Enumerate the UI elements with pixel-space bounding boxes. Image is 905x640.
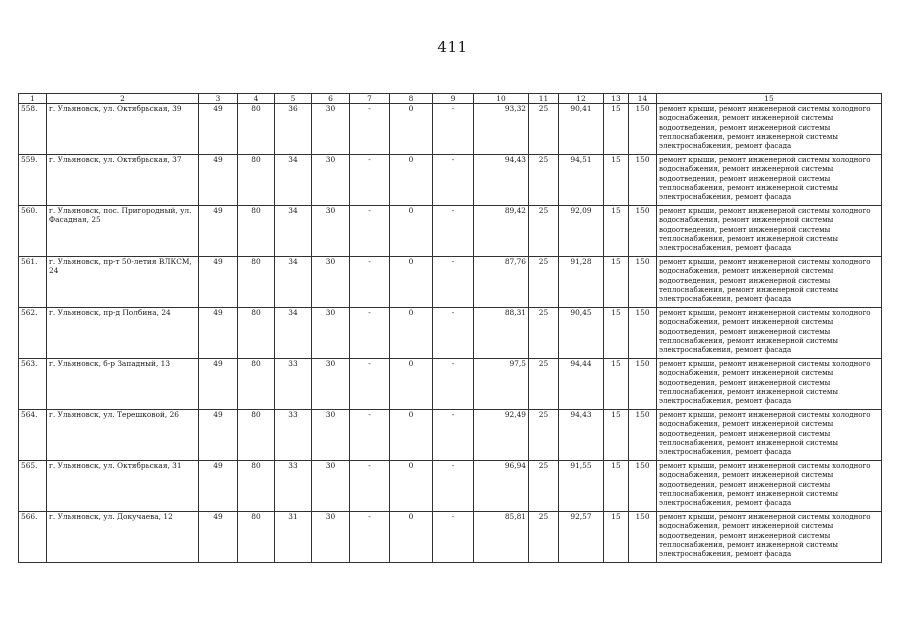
table-cell: - (433, 359, 474, 410)
header-cell: 5 (275, 94, 312, 104)
table-cell: 150 (629, 104, 657, 155)
table-cell: 87,76 (474, 257, 529, 308)
table-cell: 15 (604, 155, 629, 206)
table-cell: 150 (629, 410, 657, 461)
table-cell: 150 (629, 155, 657, 206)
table-cell: 97,5 (474, 359, 529, 410)
header-cell: 4 (238, 94, 275, 104)
table-cell: 94,44 (559, 359, 604, 410)
table-cell: 25 (529, 461, 559, 512)
works-description-cell: ремонт крыши, ремонт инженерной системы холодного водоснабжения, ремонт инженерной системы водоотведения, ремонт инженерной системы теплоснабжения, ремонт инженерной системы электроснабжения, ремонт фасада (657, 257, 882, 308)
table-cell: 25 (529, 155, 559, 206)
table-cell: - (350, 461, 390, 512)
address-cell: г. Ульяновск, ул. Терешковой, 26 (47, 410, 199, 461)
header-cell: 12 (559, 94, 604, 104)
table-row (19, 308, 882, 359)
header-row (19, 94, 882, 104)
table-cell: - (433, 512, 474, 563)
table-cell: 49 (199, 206, 238, 257)
table-cell: 89,42 (474, 206, 529, 257)
table-cell: 0 (390, 104, 433, 155)
table-cell: 34 (275, 257, 312, 308)
works-description-cell: ремонт крыши, ремонт инженерной системы холодного водоснабжения, ремонт инженерной системы водоотведения, ремонт инженерной системы теплоснабжения, ремонт инженерной системы электроснабжения, ремонт фасада (657, 206, 882, 257)
table-cell: 80 (238, 308, 275, 359)
table-cell: - (350, 308, 390, 359)
table-row (19, 206, 882, 257)
table-row (19, 512, 882, 563)
table-cell: - (433, 410, 474, 461)
table-cell: - (433, 155, 474, 206)
row-number: 561. (19, 257, 47, 308)
table-cell: 15 (604, 461, 629, 512)
row-number: 563. (19, 359, 47, 410)
works-description-cell: ремонт крыши, ремонт инженерной системы холодного водоснабжения, ремонт инженерной системы водоотведения, ремонт инженерной системы теплоснабжения, ремонт инженерной системы электроснабжения, ремонт фасада (657, 308, 882, 359)
table-cell: 150 (629, 206, 657, 257)
header-cell: 3 (199, 94, 238, 104)
table-cell: 30 (312, 410, 350, 461)
address-cell: г. Ульяновск, ул. Докучаева, 12 (47, 512, 199, 563)
table-cell: 34 (275, 308, 312, 359)
table-cell: 90,45 (559, 308, 604, 359)
table-cell: 49 (199, 461, 238, 512)
table-cell: 30 (312, 461, 350, 512)
table-cell: 15 (604, 359, 629, 410)
table-cell: 96,94 (474, 461, 529, 512)
table-cell: 25 (529, 206, 559, 257)
works-description-cell: ремонт крыши, ремонт инженерной системы холодного водоснабжения, ремонт инженерной системы водоотведения, ремонт инженерной системы теплоснабжения, ремонт инженерной системы электроснабжения, ремонт фасада (657, 410, 882, 461)
table-cell: 150 (629, 461, 657, 512)
address-cell: г. Ульяновск, пр-т 50-летия ВЛКСМ, 24 (47, 257, 199, 308)
table-cell: 92,49 (474, 410, 529, 461)
works-description-cell: ремонт крыши, ремонт инженерной системы холодного водоснабжения, ремонт инженерной системы водоотведения, ремонт инженерной системы теплоснабжения, ремонт инженерной системы электроснабжения, ремонт фасада (657, 461, 882, 512)
repair-program-table (18, 93, 882, 563)
table-row (19, 359, 882, 410)
table-row (19, 461, 882, 512)
table-cell: 30 (312, 155, 350, 206)
table-cell: 25 (529, 359, 559, 410)
table-cell: 0 (390, 410, 433, 461)
table-cell: 30 (312, 359, 350, 410)
table-cell: 0 (390, 359, 433, 410)
table-cell: - (350, 206, 390, 257)
table-cell: - (350, 104, 390, 155)
table-cell: 33 (275, 461, 312, 512)
table-cell: 94,43 (559, 410, 604, 461)
table-cell: 30 (312, 512, 350, 563)
table-cell: - (350, 410, 390, 461)
table-cell: 25 (529, 104, 559, 155)
header-cell: 9 (433, 94, 474, 104)
table-cell: - (433, 461, 474, 512)
table-cell: 15 (604, 512, 629, 563)
table-cell: - (350, 359, 390, 410)
table-cell: 36 (275, 104, 312, 155)
header-cell: 6 (312, 94, 350, 104)
header-cell: 2 (47, 94, 199, 104)
table-cell: 92,09 (559, 206, 604, 257)
header-cell: 13 (604, 94, 629, 104)
table-cell: 15 (604, 308, 629, 359)
address-cell: г. Ульяновск, ул. Октябрьская, 31 (47, 461, 199, 512)
table-cell: 0 (390, 155, 433, 206)
table-cell: 80 (238, 104, 275, 155)
table-cell: 49 (199, 410, 238, 461)
table-cell: 150 (629, 257, 657, 308)
table-row (19, 410, 882, 461)
table-cell: 33 (275, 410, 312, 461)
table-cell: 0 (390, 257, 433, 308)
table-cell: 91,28 (559, 257, 604, 308)
table-cell: 30 (312, 257, 350, 308)
address-cell: г. Ульяновск, б-р Западный, 13 (47, 359, 199, 410)
table-cell: 15 (604, 206, 629, 257)
row-number: 559. (19, 155, 47, 206)
table-cell: 80 (238, 512, 275, 563)
table-cell: 25 (529, 308, 559, 359)
table-cell: 49 (199, 308, 238, 359)
table-cell: 34 (275, 206, 312, 257)
header-cell: 15 (657, 94, 882, 104)
table-cell: 93,32 (474, 104, 529, 155)
table-cell: 80 (238, 257, 275, 308)
table-cell: 0 (390, 512, 433, 563)
header-cell: 10 (474, 94, 529, 104)
works-description-cell: ремонт крыши, ремонт инженерной системы холодного водоснабжения, ремонт инженерной системы водоотведения, ремонт инженерной системы теплоснабжения, ремонт инженерной системы электроснабжения, ремонт фасада (657, 155, 882, 206)
table-cell: 150 (629, 512, 657, 563)
address-cell: г. Ульяновск, пр-д Полбина, 24 (47, 308, 199, 359)
table-cell: 92,57 (559, 512, 604, 563)
table-cell: 49 (199, 257, 238, 308)
works-description-cell: ремонт крыши, ремонт инженерной системы холодного водоснабжения, ремонт инженерной системы водоотведения, ремонт инженерной системы теплоснабжения, ремонт инженерной системы электроснабжения, ремонт фасада (657, 512, 882, 563)
table-cell: - (350, 512, 390, 563)
row-number: 564. (19, 410, 47, 461)
table-cell: 15 (604, 257, 629, 308)
table-cell: - (350, 257, 390, 308)
table-cell: 49 (199, 512, 238, 563)
table-cell: - (433, 206, 474, 257)
table-cell: 88,31 (474, 308, 529, 359)
header-cell: 11 (529, 94, 559, 104)
table-cell: 0 (390, 461, 433, 512)
table-cell: 150 (629, 308, 657, 359)
table-cell: 90,41 (559, 104, 604, 155)
table-cell: 49 (199, 104, 238, 155)
address-cell: г. Ульяновск, ул. Октябрьская, 39 (47, 104, 199, 155)
table-cell: 30 (312, 308, 350, 359)
table-row (19, 155, 882, 206)
table-cell: 94,43 (474, 155, 529, 206)
row-number: 565. (19, 461, 47, 512)
table-cell: 31 (275, 512, 312, 563)
row-number: 558. (19, 104, 47, 155)
table-cell: 85,81 (474, 512, 529, 563)
row-number: 562. (19, 308, 47, 359)
table-cell: - (350, 155, 390, 206)
works-description-cell: ремонт крыши, ремонт инженерной системы холодного водоснабжения, ремонт инженерной системы водоотведения, ремонт инженерной системы теплоснабжения, ремонт инженерной системы электроснабжения, ремонт фасада (657, 359, 882, 410)
table-cell: 0 (390, 308, 433, 359)
table-row (19, 104, 882, 155)
header-cell: 14 (629, 94, 657, 104)
table-cell: 0 (390, 206, 433, 257)
header-cell: 7 (350, 94, 390, 104)
works-description-cell: ремонт крыши, ремонт инженерной системы холодного водоснабжения, ремонт инженерной системы водоотведения, ремонт инженерной системы теплоснабжения, ремонт инженерной системы электроснабжения, ремонт фасада (657, 104, 882, 155)
row-number: 566. (19, 512, 47, 563)
table-row (19, 257, 882, 308)
table-cell: 49 (199, 155, 238, 206)
table-cell: 34 (275, 155, 312, 206)
table-cell: 30 (312, 206, 350, 257)
table-cell: 80 (238, 155, 275, 206)
table-cell: 15 (604, 410, 629, 461)
table-cell: 80 (238, 206, 275, 257)
table-cell: - (433, 104, 474, 155)
address-cell: г. Ульяновск, пос. Пригородный, ул. Фасадная, 25 (47, 206, 199, 257)
table-cell: 25 (529, 512, 559, 563)
table-cell: - (433, 257, 474, 308)
table-cell: 150 (629, 359, 657, 410)
table-cell: 91,55 (559, 461, 604, 512)
table-cell: 25 (529, 257, 559, 308)
table-cell: 15 (604, 104, 629, 155)
table-cell: 80 (238, 410, 275, 461)
header-cell: 1 (19, 94, 47, 104)
table-cell: - (433, 308, 474, 359)
table-cell: 94,51 (559, 155, 604, 206)
page-number: 411 (437, 38, 468, 56)
table-cell: 33 (275, 359, 312, 410)
address-cell: г. Ульяновск, ул. Октябрьская, 37 (47, 155, 199, 206)
table-cell: 49 (199, 359, 238, 410)
table-cell: 30 (312, 104, 350, 155)
table-cell: 80 (238, 359, 275, 410)
row-number: 560. (19, 206, 47, 257)
header-cell: 8 (390, 94, 433, 104)
table-cell: 80 (238, 461, 275, 512)
table-cell: 25 (529, 410, 559, 461)
